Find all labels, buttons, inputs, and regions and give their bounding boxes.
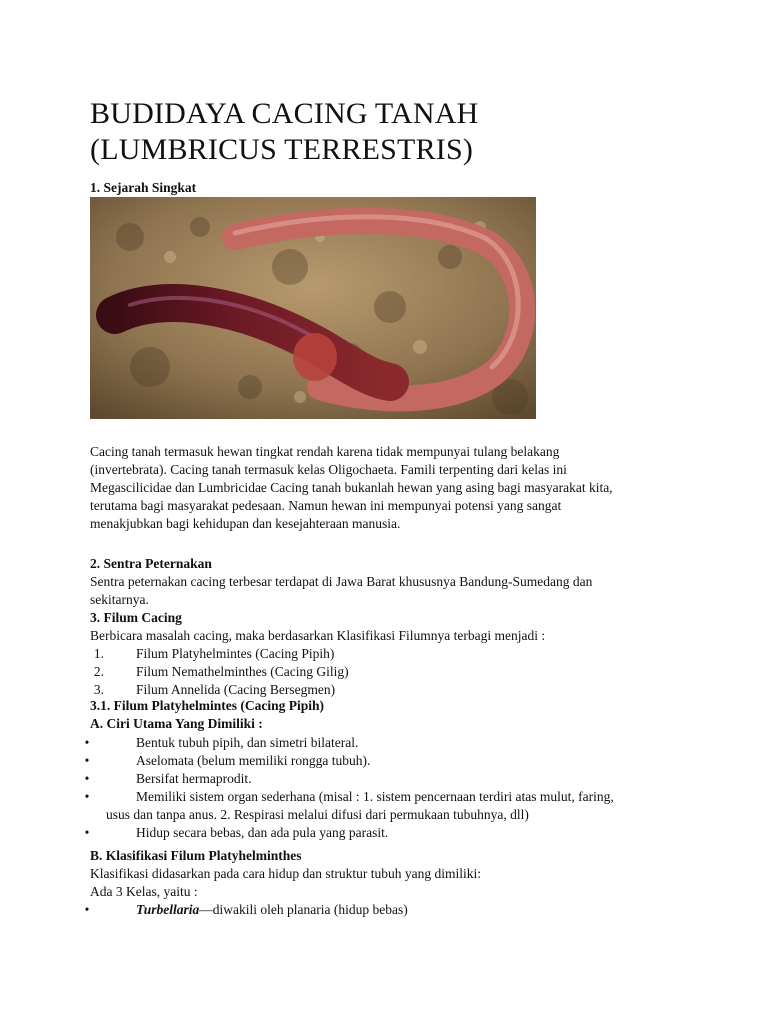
list-item-text: Memiliki sistem organ sederhana (misal : 1. sistem pencernaan terdiri atas mulut, faring, bbox=[136, 789, 614, 804]
section-3-heading: 3. Filum Cacing bbox=[90, 610, 182, 625]
list-item-text-continued: usus dan tanpa anus. 2. Respirasi melalui difusi dari permukaan tubuhnya, dll) bbox=[106, 807, 529, 822]
bullet-icon: • bbox=[84, 825, 90, 840]
list-item-text: Filum Platyhelmintes (Cacing Pipih) bbox=[136, 646, 335, 661]
list-item-text: Bentuk tubuh pipih, dan simetri bilateral. bbox=[136, 735, 359, 750]
section-3-intro: Berbicara masalah cacing, maka berdasarkan Klasifikasi Filumnya terbagi menjadi : bbox=[90, 628, 546, 643]
earthworm-photo bbox=[90, 197, 536, 419]
list-item bbox=[84, 788, 684, 824]
bullet-icon: • bbox=[84, 789, 90, 804]
list-item-text: Hidup secara bebas, dan ada pula yang parasit. bbox=[136, 825, 389, 840]
list-item bbox=[84, 734, 684, 752]
bullet-icon: • bbox=[84, 902, 90, 917]
bullet-icon: • bbox=[84, 771, 90, 786]
list-item-text: —diwakili oleh planaria (hidup bebas) bbox=[199, 902, 408, 917]
paragraph-line: sekitarnya. bbox=[90, 592, 149, 607]
section-1-heading: 1. Sejarah Singkat bbox=[90, 180, 197, 195]
list-marker: 2. bbox=[93, 664, 104, 679]
section-a-heading: A. Ciri Utama Yang Dimiliki : bbox=[90, 716, 263, 731]
characteristics-list bbox=[84, 734, 684, 842]
title-line-1: BUDIDAYA CACING TANAH bbox=[90, 97, 479, 130]
class-list bbox=[84, 901, 684, 919]
section-2-paragraph bbox=[90, 573, 680, 609]
section-1-paragraph bbox=[90, 443, 680, 533]
paragraph-line: (invertebrata). Cacing tanah termasuk kelas Oligochaeta. Famili terpenting dari kelas ini bbox=[90, 462, 567, 477]
paragraph-line: terutama bagi masyarakat pedesaan. Namun hewan ini mempunyai potensi yang sangat bbox=[90, 498, 562, 513]
section-b-heading: B. Klasifikasi Filum Platyhelminthes bbox=[90, 848, 302, 863]
page-title bbox=[90, 96, 479, 168]
list-item-text: Filum Annelida (Cacing Bersegmen) bbox=[136, 682, 336, 697]
list-item-text: Filum Nemathelminthes (Cacing Gilig) bbox=[136, 664, 349, 679]
paragraph-line: Sentra peternakan cacing terbesar terdapat di Jawa Barat khususnya Bandung-Sumedang dan bbox=[90, 574, 593, 589]
section-b-paragraph bbox=[90, 865, 680, 901]
phylum-list bbox=[84, 645, 684, 699]
list-marker: 1. bbox=[93, 646, 104, 661]
bullet-icon: • bbox=[84, 735, 90, 750]
list-item bbox=[84, 770, 684, 788]
section-3-1-heading: 3.1. Filum Platyhelmintes (Cacing Pipih) bbox=[90, 698, 324, 713]
list-item bbox=[84, 663, 684, 681]
list-item bbox=[84, 752, 684, 770]
list-item-text: Aselomata (belum memiliki rongga tubuh). bbox=[136, 753, 371, 768]
class-term: Turbellaria bbox=[136, 902, 200, 917]
title-line-2: (LUMBRICUS TERRESTRIS) bbox=[90, 133, 474, 166]
paragraph-line: Klasifikasi didasarkan pada cara hidup dan struktur tubuh yang dimiliki: bbox=[90, 866, 482, 881]
list-item-text: Bersifat hermaprodit. bbox=[136, 771, 252, 786]
list-item bbox=[84, 824, 684, 842]
list-item bbox=[84, 645, 684, 663]
section-2-heading: 2. Sentra Peternakan bbox=[90, 556, 212, 571]
bullet-icon: • bbox=[84, 753, 90, 768]
paragraph-line: Ada 3 Kelas, yaitu : bbox=[90, 884, 198, 899]
list-marker: 3. bbox=[93, 682, 104, 697]
list-item bbox=[84, 901, 684, 919]
paragraph-line: menakjubkan bagi kehidupan dan kesejahteraan manusia. bbox=[90, 516, 401, 531]
paragraph-line: Cacing tanah termasuk hewan tingkat rendah karena tidak mempunyai tulang belakang bbox=[90, 444, 560, 459]
paragraph-line: Megascilicidae dan Lumbricidae Cacing tanah bukanlah hewan yang asing bagi masyarakat kita, bbox=[90, 480, 613, 495]
